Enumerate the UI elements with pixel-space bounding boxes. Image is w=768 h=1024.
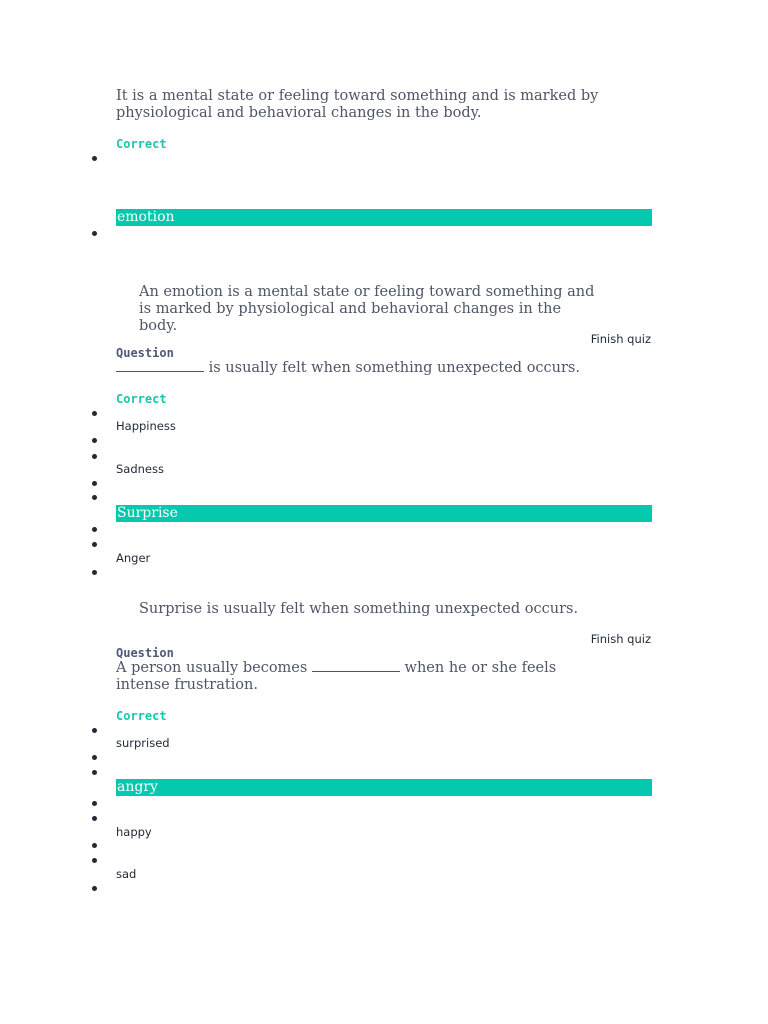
- question-label-3: Question: [116, 646, 174, 660]
- selected-answer-surprise[interactable]: Surprise: [116, 505, 652, 522]
- bullet: [92, 843, 97, 848]
- bullet: [92, 454, 97, 459]
- bullet: [92, 411, 97, 416]
- bullet: [92, 858, 97, 863]
- answer-blank: [116, 359, 204, 372]
- bullet: [92, 801, 97, 806]
- finish-quiz-link-1[interactable]: Finish quiz: [590, 332, 651, 346]
- selected-answer-emotion[interactable]: emotion: [116, 209, 652, 226]
- bullet: [92, 542, 97, 547]
- answer-blank: [312, 659, 400, 672]
- finish-quiz-link-2[interactable]: Finish quiz: [590, 632, 651, 646]
- correct-label-2: Correct: [116, 392, 167, 406]
- question-3-prefix: A person usually becomes: [116, 660, 308, 676]
- bullet: [92, 570, 97, 575]
- question-3-text: [116, 659, 586, 694]
- bullet: [92, 527, 97, 532]
- bullet: [92, 886, 97, 891]
- bullet: [92, 816, 97, 821]
- bullet: [92, 438, 97, 443]
- option-sadness[interactable]: Sadness: [116, 462, 164, 476]
- question-1-text: It is a mental state or feeling toward something and is marked by physiological and behavioral changes in the body.: [116, 88, 599, 121]
- bullet: [92, 156, 97, 161]
- explanation-2: Surprise is usually felt when something unexpected occurs.: [139, 601, 579, 617]
- option-happiness[interactable]: Happiness: [116, 419, 176, 433]
- bullet: [92, 481, 97, 486]
- option-surprised[interactable]: surprised: [116, 736, 170, 750]
- question-3-suffix: when he or she feels intense frustration.: [116, 660, 557, 693]
- question-2-suffix: is usually felt when something unexpected occurs.: [208, 360, 580, 376]
- correct-label-3: Correct: [116, 709, 167, 723]
- question-2-text: [116, 359, 661, 377]
- option-anger[interactable]: Anger: [116, 551, 151, 565]
- bullet: [92, 495, 97, 500]
- option-happy[interactable]: happy: [116, 825, 152, 839]
- question-label-2: Question: [116, 346, 174, 360]
- bullet: [92, 770, 97, 775]
- option-sad[interactable]: sad: [116, 867, 137, 881]
- correct-label-1: Correct: [116, 137, 167, 151]
- bullet: [92, 728, 97, 733]
- bullet: [92, 755, 97, 760]
- selected-answer-angry[interactable]: angry: [116, 779, 652, 796]
- explanation-1: An emotion is a mental state or feeling toward something and is marked by physiological and behavioral changes in the body.: [139, 284, 595, 334]
- bullet: [92, 231, 97, 236]
